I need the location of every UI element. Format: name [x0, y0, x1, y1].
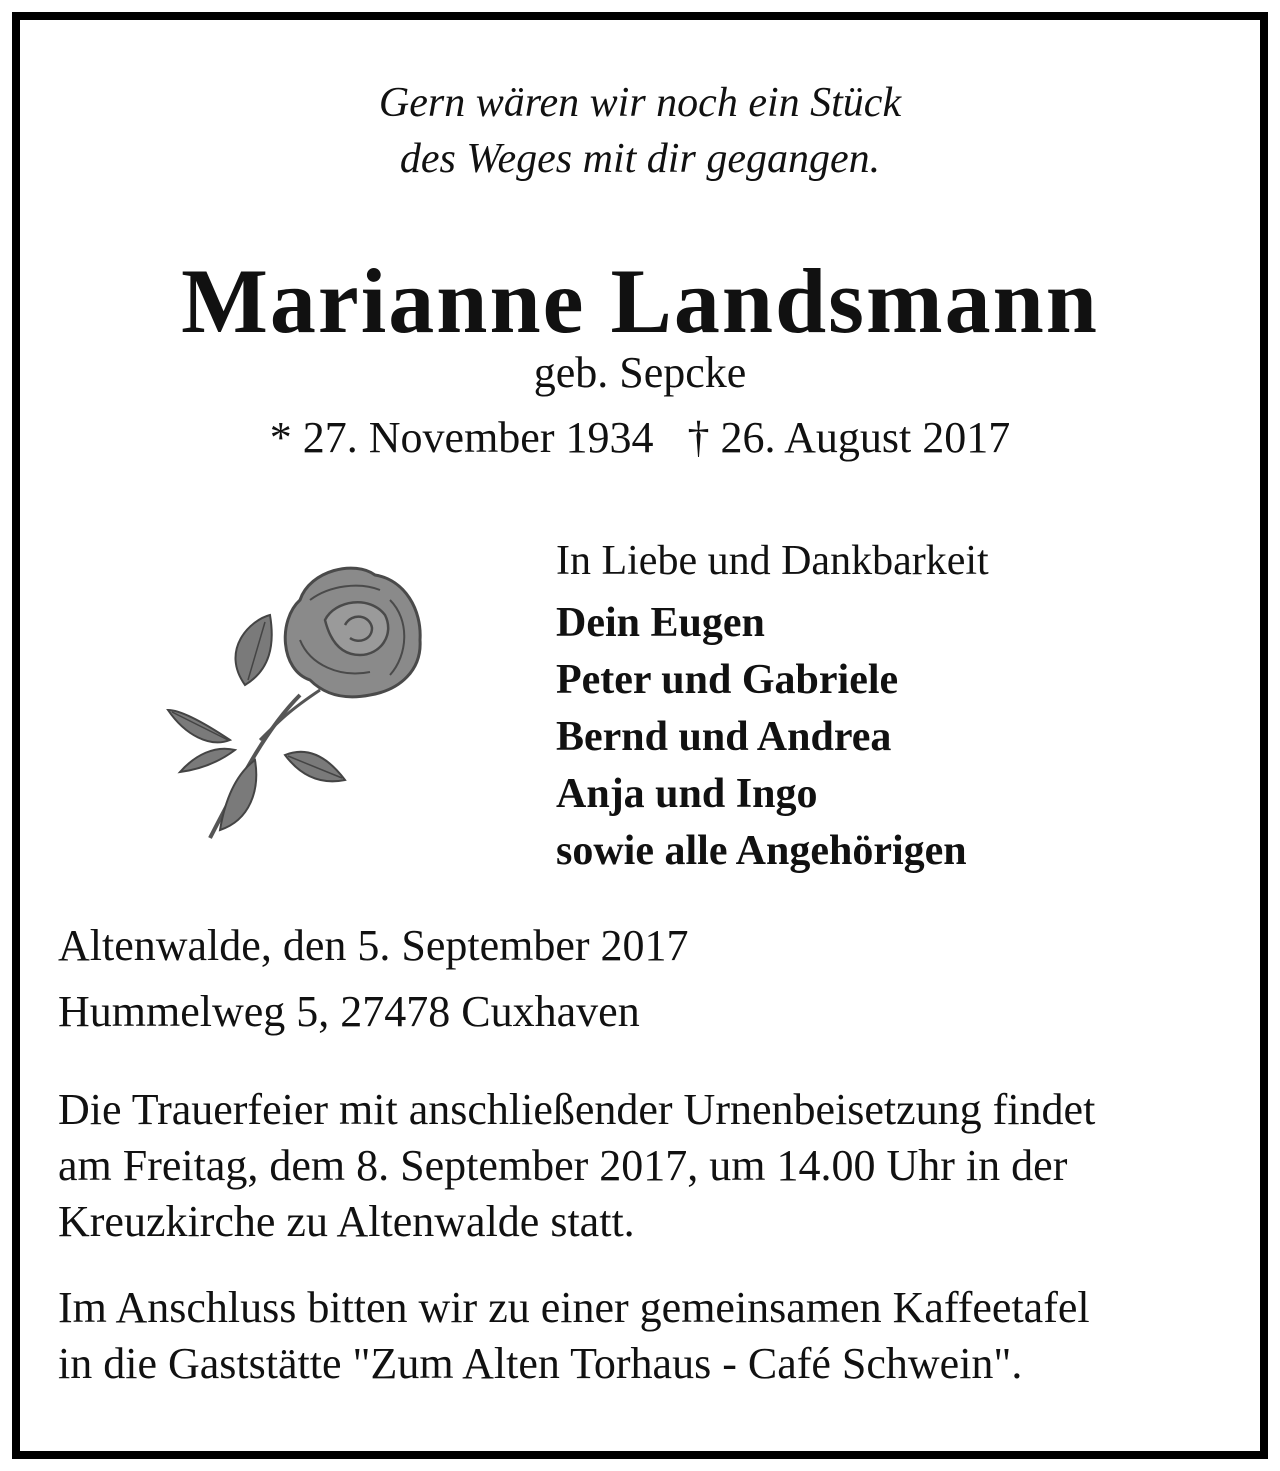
ceremony-line-2: am Freitag, dem 8. September 2017, um 14.00 Uhr in der: [58, 1141, 1068, 1190]
mourner-name: Dein Eugen: [556, 600, 765, 646]
birth-date: * 27. November 1934: [269, 413, 654, 462]
thanks-line: In Liebe und Dankbarkeit: [556, 538, 989, 584]
death-date: † 26. August 2017: [687, 413, 1011, 462]
deceased-name: Marianne Landsmann: [181, 250, 1099, 352]
rose-icon: [160, 560, 450, 850]
mourners-list: [556, 595, 967, 880]
reception-line-1: Im Anschluss bitten wir zu einer gemeinsamen Kaffeetafel: [58, 1283, 1090, 1332]
ceremony-line-3: Kreuzkirche zu Altenwalde statt.: [58, 1197, 635, 1246]
mourner-name: Anja und Ingo: [556, 771, 818, 817]
mourner-name: Bernd und Andrea: [556, 714, 892, 760]
place-date-line: Altenwalde, den 5. September 2017: [58, 921, 689, 970]
ceremony-line-1: Die Trauerfeier mit anschließender Urnenbeisetzung findet: [58, 1085, 1096, 1134]
address-line: Hummelweg 5, 27478 Cuxhaven: [58, 987, 640, 1036]
mourner-name: sowie alle Angehörigen: [556, 828, 967, 874]
mourner-name: Peter und Gabriele: [556, 657, 899, 703]
reception-line-2: in die Gaststätte "Zum Alten Torhaus - Café Schwein".: [58, 1339, 1023, 1388]
birth-name: geb. Sepcke: [533, 348, 747, 397]
motto-line-1: Gern wären wir noch ein Stück: [378, 80, 902, 126]
motto-line-2: des Weges mit dir gegangen.: [399, 136, 881, 182]
life-dates: [0, 410, 1280, 466]
